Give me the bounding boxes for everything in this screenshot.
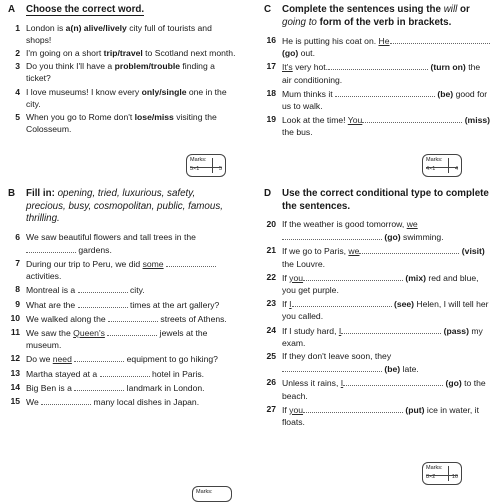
question-text xyxy=(26,367,236,380)
question-post: one in the city. xyxy=(26,86,227,109)
question-text xyxy=(26,47,236,59)
answer-blank[interactable] xyxy=(74,381,124,391)
answer-blank[interactable] xyxy=(108,312,158,322)
answer-blank[interactable] xyxy=(340,376,443,389)
verb-hint: (go) xyxy=(282,48,299,59)
answer-blank[interactable] xyxy=(282,362,382,372)
question-text xyxy=(282,271,492,296)
marks-total: 5 xyxy=(218,166,222,172)
question-number: 11 xyxy=(10,326,20,337)
section-title: Use the correct conditional type to complete the sentences. xyxy=(282,188,489,212)
written-answer: some xyxy=(142,258,164,269)
word-choice[interactable]: a(n) alive/lively xyxy=(65,22,127,33)
question-number: 20 xyxy=(266,219,276,229)
word-choice[interactable]: problem/trouble xyxy=(114,61,181,72)
question-post: to Scotland next month. xyxy=(142,47,236,58)
question-number: 18 xyxy=(266,87,276,98)
section-letter: D xyxy=(264,188,272,199)
question-post: times at the art gallery? xyxy=(129,299,220,310)
answer-blank[interactable] xyxy=(78,298,128,308)
section-c xyxy=(264,4,492,140)
written-answer: you xyxy=(289,272,304,283)
question-number: 1 xyxy=(15,22,20,33)
question-pre: If xyxy=(282,299,287,310)
section-d-heading xyxy=(264,188,492,213)
question-pre: We xyxy=(26,396,39,407)
question-post: late. xyxy=(402,364,419,375)
section-letter: C xyxy=(264,4,272,15)
question-number: 19 xyxy=(266,114,276,125)
question-post: my exam. xyxy=(282,325,483,348)
question-text xyxy=(26,231,236,256)
marks-box-d xyxy=(422,462,462,485)
question-post: out. xyxy=(300,48,315,59)
question-post: good for us to walk. xyxy=(282,88,488,112)
answer-blank[interactable] xyxy=(359,244,459,254)
question-text xyxy=(26,395,236,408)
question-post: the bus. xyxy=(282,127,313,138)
question-text xyxy=(282,324,492,349)
question-pre: Mum thinks it xyxy=(282,88,333,99)
answer-blank[interactable] xyxy=(74,352,124,362)
written-answer: Queen's xyxy=(73,327,105,338)
question-number: 25 xyxy=(266,351,276,362)
question-post: the air conditioning. xyxy=(282,62,481,85)
question-pre: Big Ben is a xyxy=(26,382,72,393)
question-pre: Do you think I'll have a xyxy=(26,61,115,72)
question-text xyxy=(26,60,236,84)
question-post: the Louvre. xyxy=(282,258,325,269)
question-number: 5 xyxy=(15,111,20,122)
question-text xyxy=(282,376,492,401)
question-pre: We saw the xyxy=(26,327,71,338)
section-b xyxy=(8,188,236,409)
question-pre: We walked along the xyxy=(26,313,106,324)
question-text xyxy=(26,257,236,282)
question-post: many local dishes in Japan. xyxy=(93,396,200,407)
question-item xyxy=(8,395,236,408)
answer-blank[interactable] xyxy=(100,367,150,377)
verb-hint: (go) xyxy=(445,378,462,389)
question-post: city full of tourists and shops! xyxy=(26,22,212,45)
marks-label: Marks: xyxy=(196,489,213,495)
question-item xyxy=(264,87,492,112)
section-a xyxy=(8,4,236,136)
question-item xyxy=(264,324,492,349)
verb-hint: (miss) xyxy=(464,115,490,126)
question-item xyxy=(264,376,492,401)
question-text xyxy=(26,283,236,296)
question-text xyxy=(282,403,492,428)
verb-hint: (mix) xyxy=(405,272,426,283)
question-text xyxy=(26,312,236,325)
question-number: 17 xyxy=(266,61,276,72)
written-answer: You xyxy=(347,115,363,126)
answer-blank[interactable] xyxy=(26,243,76,253)
marks-box-c xyxy=(422,154,462,177)
question-number: 2 xyxy=(15,47,20,58)
question-item xyxy=(8,367,236,380)
question-pre: Martha stayed at a xyxy=(26,368,98,379)
verb-hint: (visit) xyxy=(461,246,485,257)
question-item xyxy=(8,111,236,135)
question-item xyxy=(264,403,492,428)
question-pre: We saw beautiful flowers and tall trees in the xyxy=(26,231,196,242)
question-item xyxy=(8,326,236,351)
question-item xyxy=(264,113,492,138)
question-item xyxy=(8,22,236,46)
question-number: 27 xyxy=(266,403,276,414)
word-choice[interactable]: only/single xyxy=(141,86,187,97)
section-title: Fill in: xyxy=(26,188,55,199)
marks-label: Marks: xyxy=(426,465,443,471)
question-item xyxy=(264,34,492,59)
question-item xyxy=(8,381,236,394)
question-pre: If xyxy=(282,272,287,283)
question-text xyxy=(26,86,236,110)
marks-total: 16 xyxy=(451,474,458,480)
answer-blank[interactable] xyxy=(303,271,403,281)
question-number: 10 xyxy=(10,312,20,323)
verb-hint: (put) xyxy=(405,404,425,415)
answer-blank[interactable] xyxy=(41,395,91,405)
question-number: 14 xyxy=(10,381,20,392)
question-post: landmark in London. xyxy=(126,382,205,393)
question-text xyxy=(26,111,236,135)
verb-hint: (be) xyxy=(384,364,401,375)
question-number: 16 xyxy=(266,35,276,45)
question-post: finding a ticket? xyxy=(26,61,215,84)
question-text xyxy=(282,244,492,269)
section-c-heading xyxy=(264,4,492,29)
question-mid: very hot. xyxy=(295,62,329,73)
question-pre: Look at the time! xyxy=(282,115,346,126)
question-item xyxy=(8,312,236,325)
marks-label: Marks: xyxy=(426,157,443,163)
question-pre: What are the xyxy=(26,299,76,310)
question-pre: Do we xyxy=(26,354,51,365)
answer-blank[interactable] xyxy=(107,326,157,336)
marks-box-a xyxy=(186,154,226,177)
marks-calc: 5×1 xyxy=(190,166,200,172)
question-pre: I love museums! I know every xyxy=(26,86,142,97)
question-post: jewels at the museum. xyxy=(26,327,208,351)
question-pre: If we go to Paris, xyxy=(282,246,347,257)
section-letter: B xyxy=(8,188,16,199)
question-post: red and blue, you get purple. xyxy=(282,272,479,296)
marks-total: 4 xyxy=(454,166,458,172)
question-text xyxy=(282,297,492,322)
marks-label: Marks: xyxy=(190,157,207,163)
question-pre: During our trip to Peru, we did xyxy=(26,258,141,269)
written-answer: I xyxy=(340,378,344,389)
question-post: streets of Athens. xyxy=(160,313,227,324)
section-title: Choose the correct word. xyxy=(26,4,145,15)
question-post: city. xyxy=(129,285,145,296)
question-pre: I'm going on a short xyxy=(26,47,104,58)
question-item xyxy=(8,231,236,256)
section-title: Complete the sentences using the will or going to form of the verb in brackets. xyxy=(282,4,470,28)
marks-box-b xyxy=(192,486,232,502)
answer-blank[interactable] xyxy=(338,324,441,336)
question-number: 22 xyxy=(266,271,276,282)
question-number: 15 xyxy=(10,395,20,406)
question-text xyxy=(26,298,236,311)
written-answer: It's xyxy=(282,62,293,73)
verb-hint: (pass) xyxy=(443,325,469,336)
question-text xyxy=(282,350,492,375)
question-pre: If xyxy=(282,404,287,415)
question-number: 12 xyxy=(10,353,20,364)
question-pre: If they don't leave soon, they xyxy=(282,351,392,362)
question-item xyxy=(8,257,236,282)
marks-calc: 4×1 xyxy=(426,166,436,172)
question-item xyxy=(8,298,236,311)
question-pre: If the weather is good tomorrow, xyxy=(282,219,405,229)
question-post: activities. xyxy=(26,271,62,282)
question-item xyxy=(264,60,492,85)
section-d xyxy=(264,188,492,429)
question-pre: Unless it rains, xyxy=(282,378,339,389)
question-post: ice in water, it floats. xyxy=(282,404,479,428)
question-item xyxy=(8,352,236,365)
question-item xyxy=(264,271,492,296)
question-item xyxy=(264,244,492,269)
question-item xyxy=(8,283,236,296)
question-number: 7 xyxy=(15,257,20,268)
question-post: to the beach. xyxy=(282,378,486,401)
word-choice[interactable]: trip/travel xyxy=(103,47,143,58)
question-item xyxy=(264,297,492,322)
question-number: 21 xyxy=(266,245,276,256)
answer-blank[interactable] xyxy=(303,403,403,413)
section-a-heading xyxy=(8,4,236,17)
verb-hint: (be) xyxy=(437,88,454,99)
question-pre: London is xyxy=(26,22,66,33)
question-text xyxy=(26,381,236,394)
question-post: visiting the Colosseum. xyxy=(26,111,217,135)
question-pre: When you go to Rome don't xyxy=(26,111,135,122)
question-number: 4 xyxy=(15,86,20,97)
question-item xyxy=(264,350,492,375)
written-answer: you xyxy=(289,404,304,415)
question-item xyxy=(8,47,236,59)
written-answer: we xyxy=(348,246,360,257)
word-bank: opening, tried, luxurious, safety, precious, busy, cosmopolitan, public, famous, thrilling. xyxy=(26,188,223,224)
answer-blank[interactable] xyxy=(292,297,392,307)
written-answer: I xyxy=(338,325,342,336)
question-text xyxy=(26,326,236,351)
answer-blank[interactable] xyxy=(328,60,428,70)
question-number: 8 xyxy=(15,284,20,295)
written-answer: we xyxy=(406,219,418,229)
question-post: hotel in Paris. xyxy=(151,368,205,379)
word-choice[interactable]: lose/miss xyxy=(134,111,174,122)
answer-blank[interactable] xyxy=(78,283,128,293)
question-number: 13 xyxy=(10,367,20,378)
section-letter: A xyxy=(8,4,16,15)
question-number: 3 xyxy=(15,61,20,72)
answer-blank[interactable] xyxy=(282,230,382,240)
question-pre: He is putting his coat on. xyxy=(282,36,377,46)
question-post: gardens. xyxy=(78,244,112,255)
question-number: 24 xyxy=(266,324,276,335)
question-post: Helen, I will tell her you called. xyxy=(282,299,489,322)
question-text xyxy=(282,34,492,59)
written-answer: I xyxy=(289,299,292,310)
question-post: equipment to go hiking? xyxy=(126,354,218,365)
question-number: 9 xyxy=(15,298,20,309)
question-pre: Montreal is a xyxy=(26,285,76,296)
written-answer: He xyxy=(378,36,390,46)
question-item xyxy=(8,86,236,110)
question-text xyxy=(282,218,492,243)
question-text xyxy=(282,60,492,85)
answer-blank[interactable] xyxy=(335,87,435,97)
question-text xyxy=(26,22,236,46)
question-post: swimming. xyxy=(403,232,444,243)
question-pre: If I study hard, xyxy=(282,325,337,336)
marks-calc: 8×2 xyxy=(426,474,436,480)
verb-hint: (go) xyxy=(384,232,401,243)
verb-hint: (see) xyxy=(393,299,415,310)
answer-blank[interactable] xyxy=(166,257,216,267)
question-text xyxy=(282,87,492,112)
question-number: 26 xyxy=(266,377,276,388)
section-b-heading xyxy=(8,188,236,226)
question-text xyxy=(26,352,236,365)
question-item xyxy=(8,60,236,84)
question-item xyxy=(264,218,492,243)
question-number: 6 xyxy=(15,231,20,242)
question-number: 23 xyxy=(266,298,276,309)
verb-hint: (turn on) xyxy=(430,62,466,73)
question-text xyxy=(282,113,492,138)
written-answer: need xyxy=(52,354,72,365)
answer-blank[interactable] xyxy=(362,113,462,123)
answer-blank[interactable] xyxy=(390,34,490,44)
